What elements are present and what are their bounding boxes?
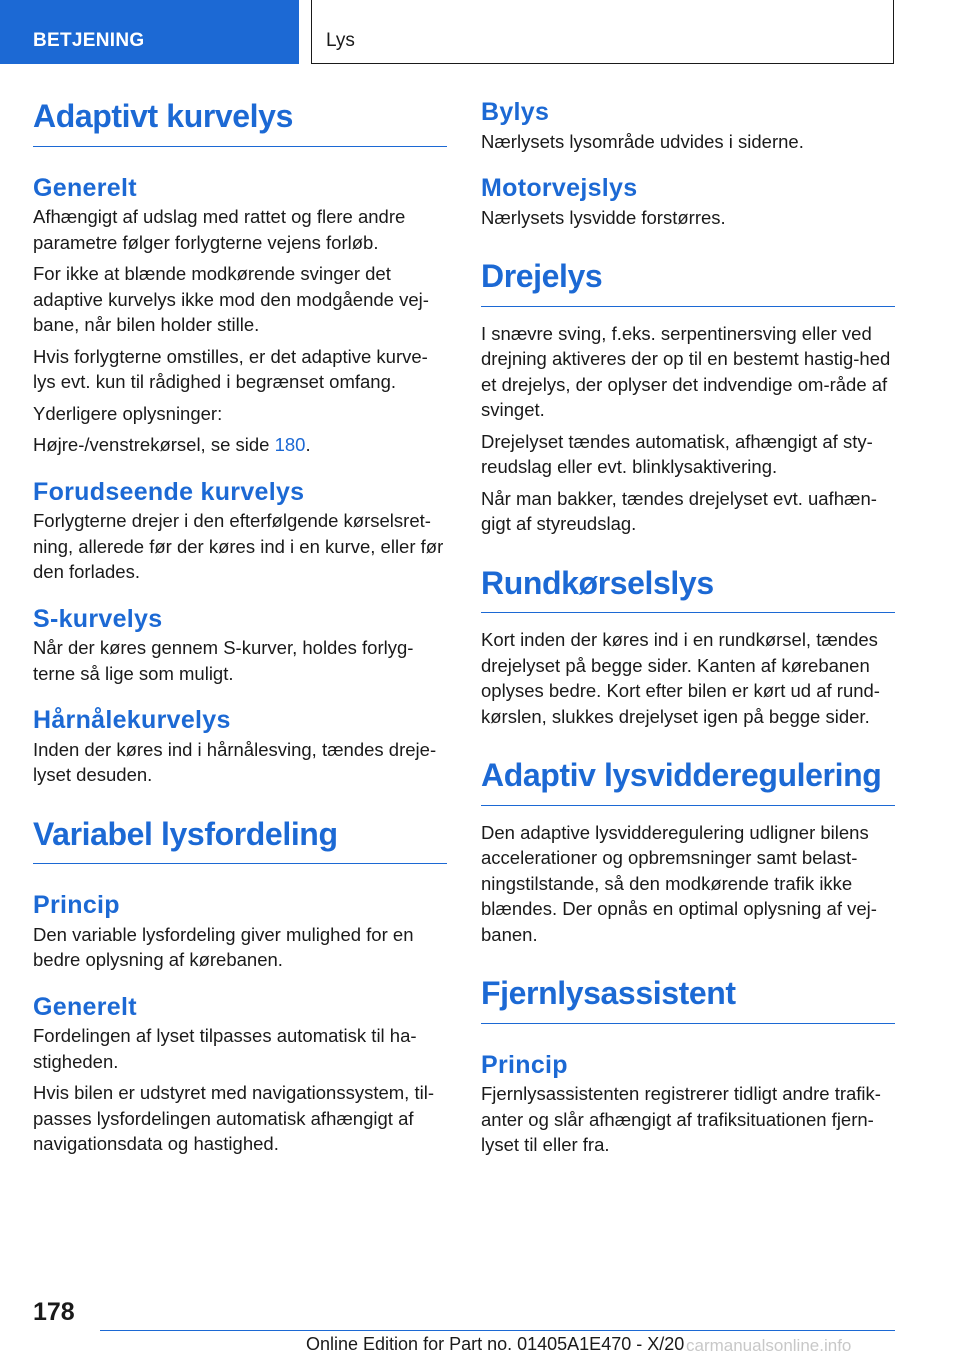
paragraph: Nærlysets lysvidde forstørres. — [481, 206, 726, 228]
section-label: BETJENING — [33, 30, 145, 51]
chapter-label: Lys — [326, 30, 355, 51]
paragraph: Den adaptive lysvidderegulering udligner bilens accelerationer og opbremsninger samt belast‐ningstilstande, så den modkørende trafik ikke blændes. Der opnås en optimal oplysning af vej‐banen. — [481, 821, 877, 945]
paragraph: Yderligere oplysninger: — [33, 402, 223, 424]
heading-rundkorselslys: Rundkørselslys — [481, 563, 895, 614]
left-column — [33, 96, 447, 1163]
paragraph: Den variable lysfordeling giver mulighed for en bedre oplysning af kørebanen. — [33, 923, 414, 971]
paragraph: Fjernlysassistenten registrerer tidligt andre trafik‐anter og slår afhængigt af trafiksituationen fjern‐lyset til eller fra. — [481, 1083, 881, 1156]
paragraph: Forlygterne drejer i den efterfølgende kørselsret‐ning, allerede før der køres ind i en kurve, eller før den forlades. — [33, 510, 444, 583]
paragraph: Fordelingen af lyset tilpasses automatisk til ha‐stigheden. — [33, 1025, 417, 1072]
chapter-tab — [311, 0, 894, 64]
paragraph: Kort inden der køres ind i en rundkørsel, tændes drejelyset på begge sider. Kanten af kørebanen oplyses bedre. Kort efter bilen er kørt ud af rund‐kørslen, slukkes drejelyset igen på begge sider. — [481, 629, 880, 727]
paragraph: Når der køres gennem S-kurver, holdes forlyg‐terne så lige som muligt. — [33, 637, 414, 684]
heading-s-kurvelys: S-kurvelys — [33, 604, 163, 633]
heading-forudseende-kurvelys: Forudseende kurvelys — [33, 477, 305, 506]
watermark: carmanualsonline.info — [686, 1336, 852, 1355]
paragraph: Inden der køres ind i hårnålesving, tændes dreje‐lyset desuden. — [33, 738, 437, 786]
page-number: 178 — [33, 1298, 75, 1326]
heading-harnalekurvelys: Hårnålekurvelys — [33, 706, 231, 735]
paragraph: Drejelyset tændes automatisk, afhængigt af sty‐reudslag eller evt. blinklysaktivering. — [481, 430, 873, 478]
heading-princip: Princip — [33, 891, 120, 920]
section-tab — [0, 0, 299, 64]
paragraph: For ikke at blænde modkørende svinger det adaptive kurvelys ikke mod den modgående vej‐bane, når bilen holder stille. — [33, 263, 429, 336]
paragraph: I snævre sving, f.eks. serpentinersving eller ved drejning aktiveres der op til en bestemt hastig‐hed et drejelys, der oplyser det indvendige om‐råde af svinget. — [481, 322, 891, 421]
heading-adaptivt-kurvelys: Adaptivt kurvelys — [33, 96, 447, 147]
cross-reference-end: . — [305, 434, 311, 456]
heading-adaptiv-lysvidderegulering: Adaptiv lysvidderegulering — [481, 755, 895, 806]
right-column — [481, 96, 895, 1164]
paragraph: Hvis forlygterne omstilles, er det adaptive kurve‐lys evt. kun til rådighed i begrænset omfang. — [33, 345, 428, 393]
paragraph: Nærlysets lysområde udvides i siderne. — [481, 130, 804, 152]
paragraph-cross-reference — [33, 432, 447, 458]
heading-drejelys: Drejelys — [481, 256, 895, 307]
heading-fjernlysassistent: Fjernlysassistent — [481, 973, 895, 1024]
cross-reference-text: Højre-/venstrekørsel, se side — [33, 434, 275, 456]
footer-divider — [100, 1330, 895, 1331]
page-link[interactable]: 180 — [274, 434, 306, 456]
heading-generelt: Generelt — [33, 992, 137, 1021]
heading-motorvejslys: Motorvejslys — [481, 174, 638, 202]
paragraph: Hvis bilen er udstyret med navigationssystem, til‐passes lysfordelingen automatisk afhængigt af navigationsdata og hastighed. — [33, 1082, 434, 1155]
heading-generelt: Generelt — [33, 173, 137, 202]
paragraph: Når man bakker, tændes drejelyset evt. uafhæn‐gigt af styreudslag. — [481, 487, 877, 535]
heading-bylys: Bylys — [481, 98, 550, 126]
edition-text: Online Edition for Part no. 01405A1E470 - X/20 — [306, 1334, 685, 1354]
paragraph: Afhængigt af udslag med rattet og flere andre parametre følger forlygterne vejens forløb. — [33, 206, 406, 253]
heading-princip: Princip — [481, 1050, 568, 1079]
heading-variabel-lysfordeling: Variabel lysfordeling — [33, 814, 447, 865]
